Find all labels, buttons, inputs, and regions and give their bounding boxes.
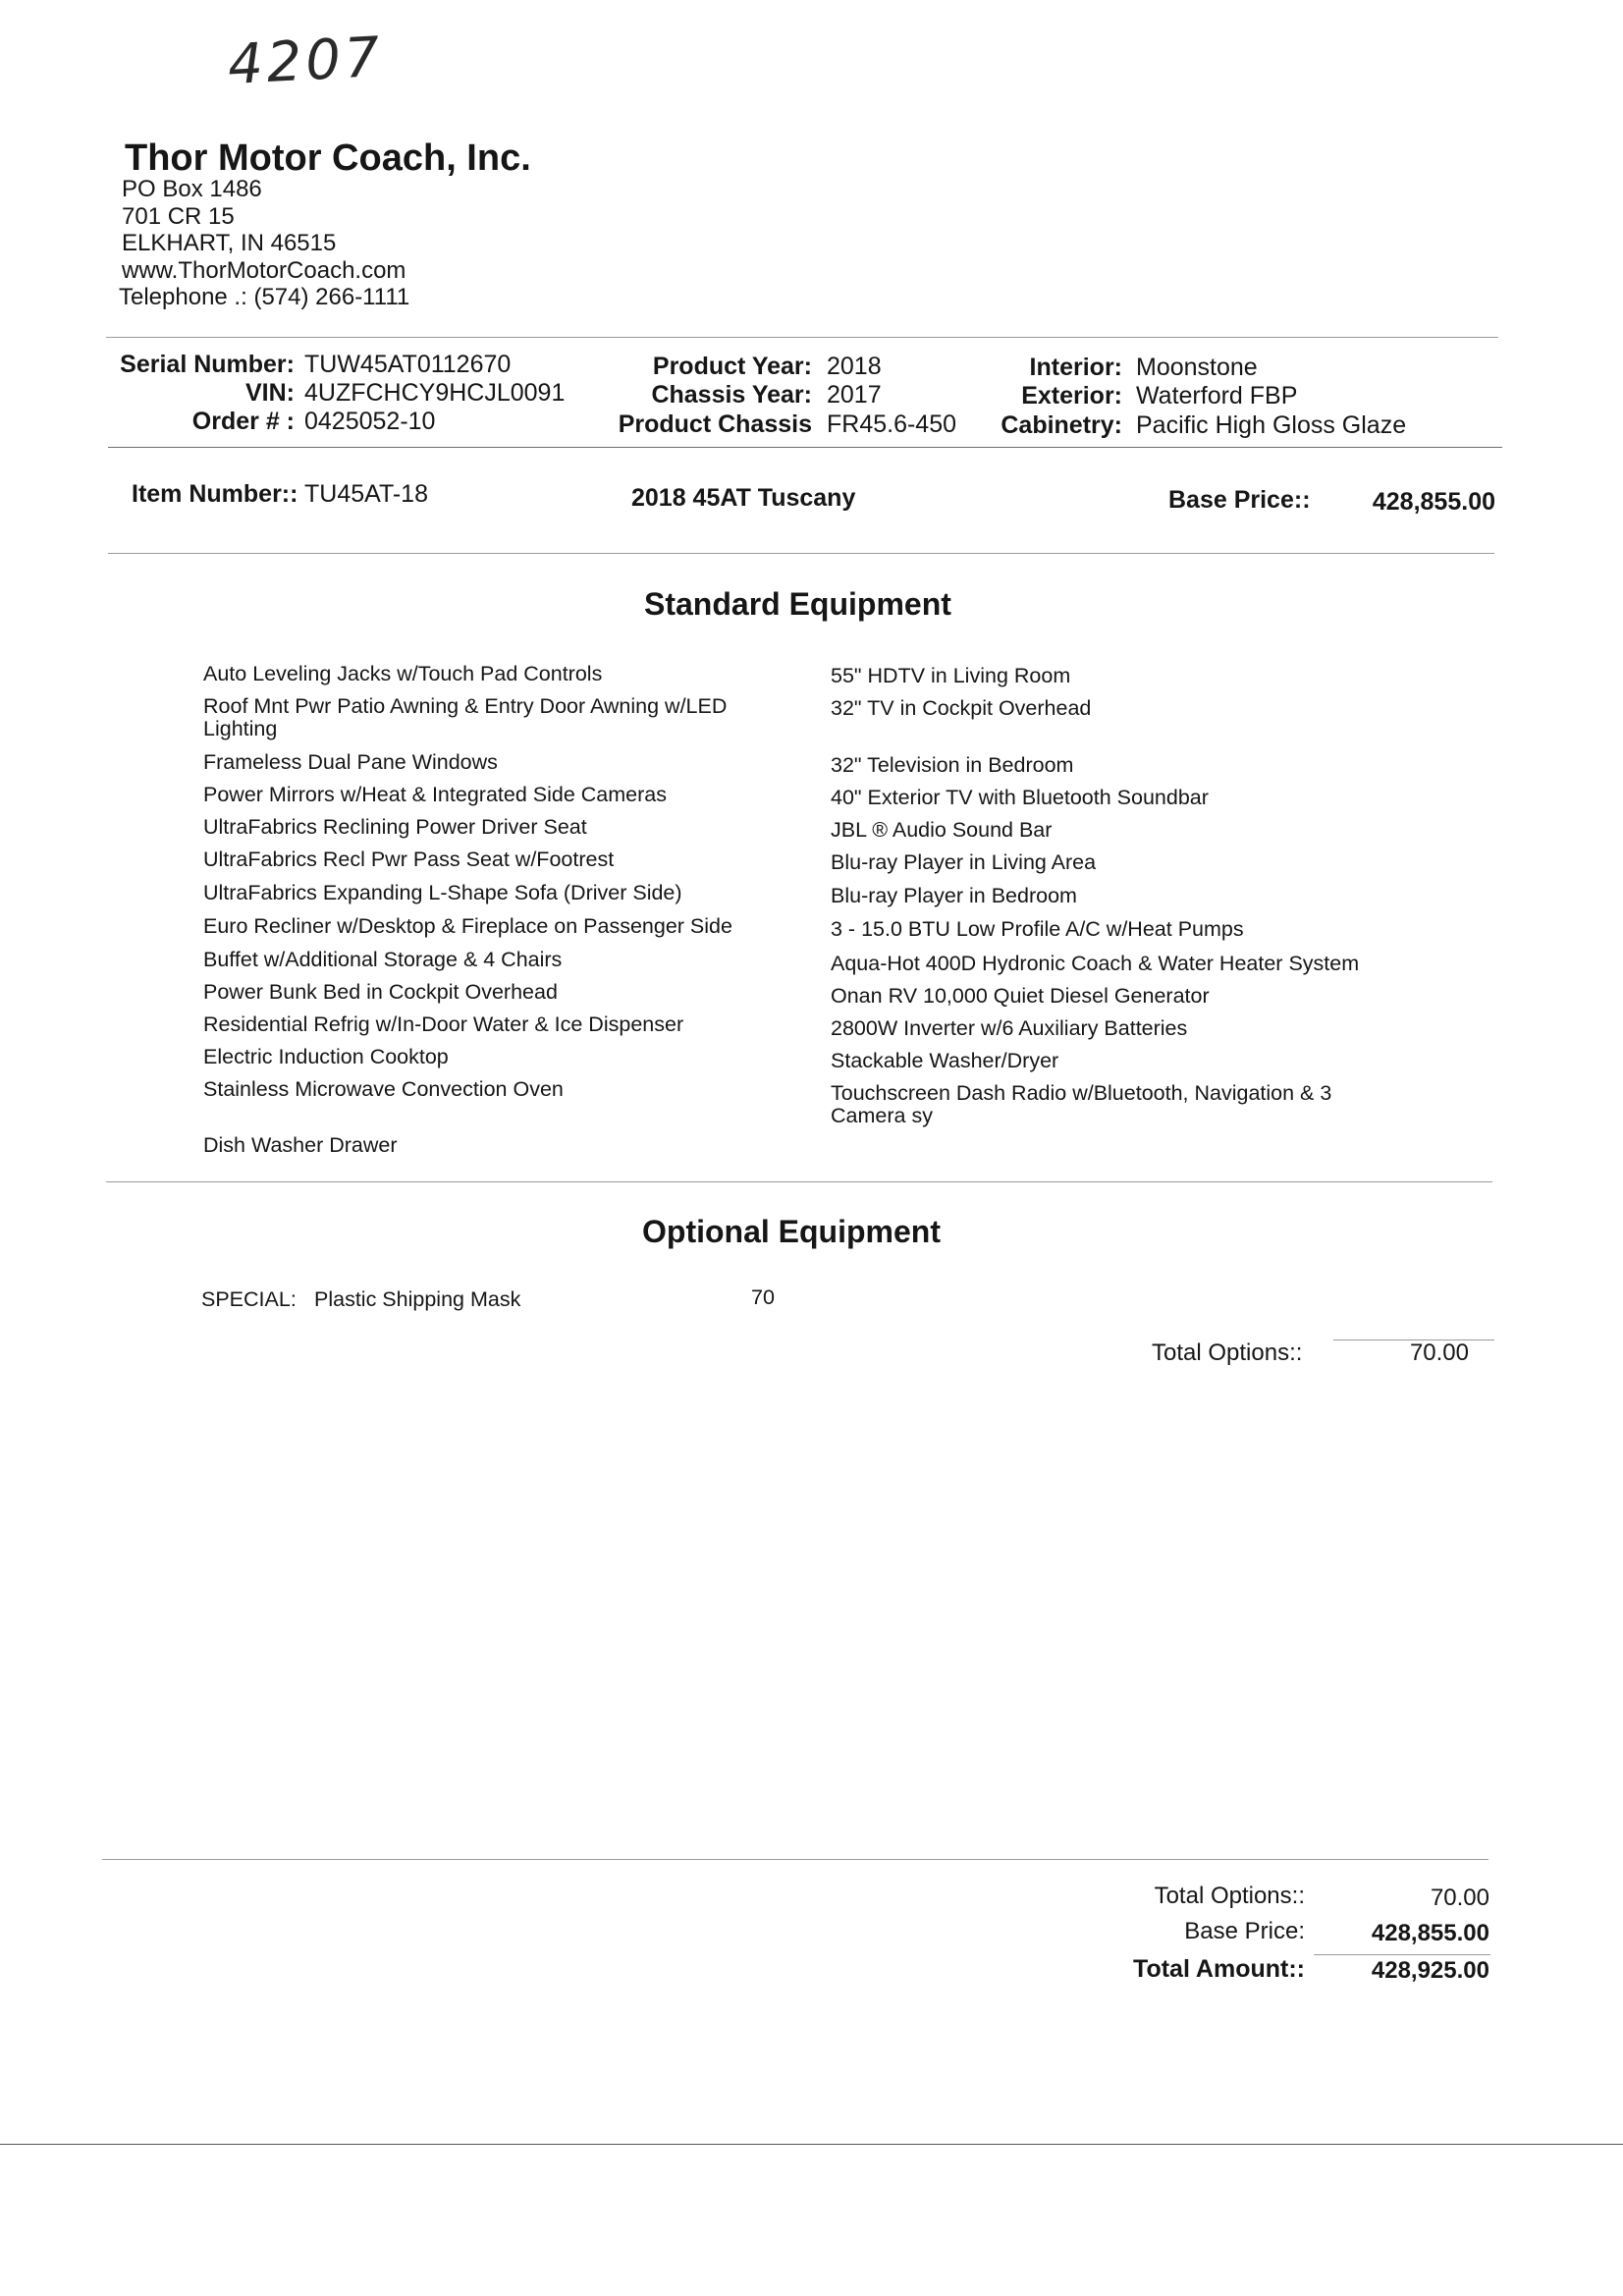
order-number-value: 0425052-10 (304, 408, 436, 435)
item-number-label: Item Number:: (132, 480, 298, 508)
standard-equipment-title: Standard Equipment (644, 586, 951, 622)
page-bottom-rule (0, 2144, 1623, 2145)
base-price-value: 428,855.00 (1372, 488, 1495, 516)
list-item: Blu-ray Player in Living Area (831, 850, 1097, 874)
divider (106, 1181, 1492, 1182)
list-item: Electric Induction Cooktop (203, 1045, 449, 1068)
interior-label: Interior: (1029, 354, 1122, 381)
list-item: Dish Washer Drawer (203, 1133, 398, 1157)
list-item: 32" TV in Cockpit Overhead (831, 696, 1092, 720)
list-item: Residential Refrig w/In-Door Water & Ice Dispenser (203, 1012, 684, 1036)
list-item: 40" Exterior TV with Bluetooth Soundbar (831, 786, 1209, 809)
list-item: UltraFabrics Expanding L-Shape Sofa (Driver Side) (203, 881, 682, 904)
chassis-year-value: 2017 (827, 381, 882, 409)
product-chassis-label: Product Chassis (618, 410, 812, 438)
product-chassis-value: FR45.6-450 (827, 410, 957, 438)
total-options-value: 70.00 (1409, 1339, 1469, 1366)
list-item: JBL ® Audio Sound Bar (831, 818, 1053, 842)
list-item: 32" Television in Bedroom (831, 753, 1074, 777)
summary-total-amount-value: 428,925.00 (1371, 1957, 1489, 1984)
divider (102, 1859, 1488, 1860)
address-line-street: 701 CR 15 (122, 202, 235, 230)
address-line-po-box: PO Box 1486 (122, 176, 262, 202)
total-options-label: Total Options:: (1152, 1339, 1303, 1366)
list-item: Auto Leveling Jacks w/Touch Pad Controls (203, 662, 603, 685)
list-item: Roof Mnt Pwr Patio Awning & Entry Door Awning w/LED Lighting (203, 694, 728, 740)
optional-item-description: Plastic Shipping Mask (314, 1287, 521, 1311)
summary-total-options-value: 70.00 (1430, 1885, 1489, 1911)
address-line-city: ELKHART, IN 46515 (122, 230, 337, 256)
chassis-year-label: Chassis Year: (651, 381, 812, 409)
serial-number-label: Serial Number: (120, 351, 295, 378)
product-year-value: 2018 (827, 353, 882, 380)
divider (1314, 1954, 1490, 1955)
summary-total-options-label: Total Options:: (1154, 1883, 1305, 1909)
list-item: Blu-ray Player in Bedroom (831, 884, 1077, 907)
exterior-value: Waterford FBP (1136, 382, 1298, 410)
company-telephone (119, 284, 409, 311)
company-website: www.ThorMotorCoach.com (122, 256, 406, 284)
list-item: Power Mirrors w/Heat & Integrated Side Cameras (203, 783, 667, 806)
exterior-label: Exterior: (1021, 382, 1122, 410)
optional-equipment-title: Optional Equipment (642, 1214, 941, 1249)
base-price-label: Base Price:: (1168, 486, 1311, 514)
item-model: 2018 45AT Tuscany (631, 484, 856, 512)
cabinetry-value: Pacific High Gloss Glaze (1136, 411, 1407, 439)
order-number-label: Order # : (191, 408, 295, 435)
list-item: UltraFabrics Reclining Power Driver Seat (203, 815, 587, 839)
list-item: Stackable Washer/Dryer (831, 1049, 1059, 1072)
optional-item-code: SPECIAL: (201, 1287, 297, 1311)
list-item: 2800W Inverter w/6 Auxiliary Batteries (831, 1016, 1188, 1040)
divider (108, 553, 1494, 554)
product-year-label: Product Year: (652, 353, 812, 380)
serial-number-value: TUW45AT0112670 (304, 351, 512, 378)
list-item: Buffet w/Additional Storage & 4 Chairs (203, 948, 563, 971)
vin-label: VIN: (245, 379, 295, 407)
list-item: Touchscreen Dash Radio w/Bluetooth, Navigation & 3 Camera sy (831, 1081, 1332, 1127)
list-item: 3 - 15.0 BTU Low Profile A/C w/Heat Pumps (831, 917, 1244, 941)
summary-base-price-label: Base Price: (1184, 1918, 1305, 1944)
divider (106, 337, 1498, 338)
list-item: Aqua-Hot 400D Hydronic Coach & Water Heater System (831, 952, 1360, 975)
telephone-label: Telephone .: (119, 284, 247, 310)
handwritten-number: 4207 (226, 25, 386, 98)
telephone-value: (574) 266-1111 (253, 284, 410, 310)
vin-value: 4UZFCHCY9HCJL0091 (304, 379, 566, 407)
company-name: Thor Motor Coach, Inc. (125, 137, 531, 179)
list-item: Power Bunk Bed in Cockpit Overhead (203, 980, 558, 1004)
list-item: Euro Recliner w/Desktop & Fireplace on Passenger Side (203, 914, 732, 938)
cabinetry-label: Cabinetry: (1001, 411, 1122, 439)
list-item: Stainless Microwave Convection Oven (203, 1077, 564, 1101)
list-item: Frameless Dual Pane Windows (203, 750, 498, 774)
company-address (119, 176, 410, 311)
summary-base-price-value: 428,855.00 (1371, 1920, 1489, 1946)
interior-value: Moonstone (1136, 354, 1258, 381)
list-item: UltraFabrics Recl Pwr Pass Seat w/Footrest (203, 847, 615, 871)
optional-item-price: 70 (751, 1285, 775, 1309)
list-item: Onan RV 10,000 Quiet Diesel Generator (831, 984, 1210, 1008)
item-number-value: TU45AT-18 (304, 480, 428, 508)
summary-total-amount-label: Total Amount:: (1133, 1955, 1305, 1983)
list-item: 55" HDTV in Living Room (831, 664, 1071, 687)
divider (108, 447, 1502, 448)
